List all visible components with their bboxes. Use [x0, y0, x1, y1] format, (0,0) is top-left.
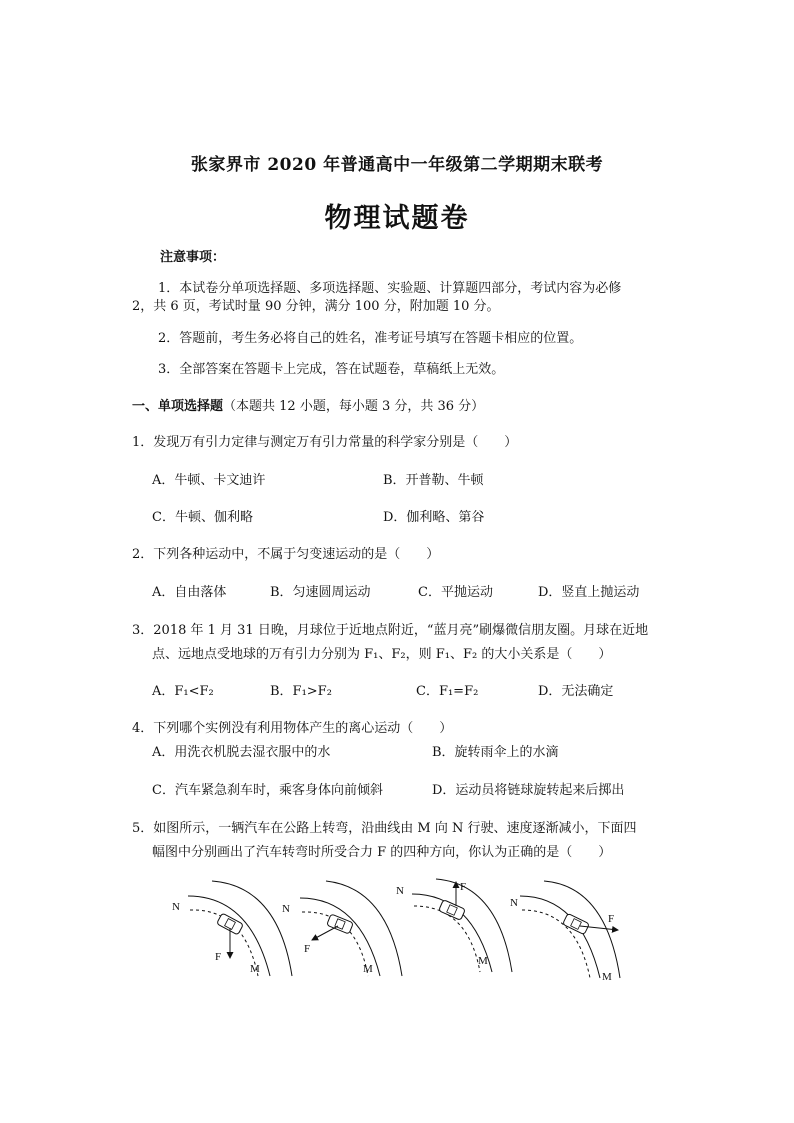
q1-option-b: B．开普勒、牛顿: [383, 473, 484, 488]
q4-option-b: B．旋转雨伞上的水滴: [432, 745, 559, 760]
q4-stem: 4．下列哪个实例没有利用物体产生的离心运动（ ）: [132, 721, 453, 736]
force-arrow-2: [312, 926, 338, 940]
figure-2: [282, 881, 402, 976]
label-m-2: M: [363, 963, 373, 975]
road-outer-edge-1: [212, 881, 292, 976]
q2-option-b: B．匀速圆周运动: [270, 585, 371, 600]
section1-title: 一、单项选择题: [132, 399, 224, 414]
notes-item1-line1: 1．本试卷分单项选择题、多项选择题、实验题、计算题四部分，考试内容为必修: [158, 281, 622, 296]
figure-4: [510, 881, 620, 983]
notes-item3: 3．全部答案在答题卡上完成，答在试题卷，草稿纸上无效。: [158, 362, 505, 377]
road-inner-edge-4: [520, 896, 600, 978]
car-4: [563, 913, 590, 934]
figure-1: [172, 881, 292, 976]
q5-figures-svg: [160, 876, 630, 986]
q1-stem: 1．发现万有引力定律与测定万有引力常量的科学家分别是（ ）: [132, 435, 518, 450]
figure-3: [396, 879, 512, 972]
q5-line1: 5．如图所示，一辆汽车在公路上转弯，沿曲线由 M 向 N 行驶、速度逐渐减小，下面四: [132, 821, 637, 836]
road-outer-edge-3: [436, 879, 512, 972]
q2-option-a: A．自由落体: [152, 585, 227, 600]
q2-option-d: D．竖直上抛运动: [538, 585, 640, 600]
section1-heading: [132, 398, 484, 416]
road-center-line-3: [414, 906, 480, 972]
notes-heading: 注意事项：: [160, 250, 226, 265]
label-f-2: F: [304, 943, 311, 955]
q4-option-d: D．运动员将链球旋转起来后掷出: [432, 783, 625, 798]
label-m-1: M: [250, 963, 260, 975]
q1-option-a: A．牛顿、卡文迪许: [152, 473, 266, 488]
label-f-4: F: [608, 913, 615, 925]
notes-item1-line2: 2，共 6 页，考试时量 90 分钟，满分 100 分，附加题 10 分。: [132, 299, 500, 314]
q5-figures: [160, 876, 630, 986]
label-f-3: F: [460, 881, 467, 893]
exam-title: 物理试题卷: [324, 203, 470, 234]
q1-option-d: D．伽利略、第谷: [383, 510, 485, 525]
label-n-2: N: [282, 903, 290, 915]
exam-subtitle: 张家界市 2020 年普通高中一年级第二学期期末联考: [190, 155, 604, 175]
q3-line1: 3．2018 年 1 月 31 日晚，月球位于近地点附近，“蓝月亮”刷爆微信朋友圈。月球在近地: [132, 623, 649, 638]
notes-item2: 2．答题前，考生务必将自己的姓名，准考证号填写在答题卡相应的位置。: [158, 331, 583, 346]
q2-option-c: C．平抛运动: [418, 585, 493, 600]
label-m-4: M: [602, 971, 612, 983]
q1-option-c: C．牛顿、伽利略: [152, 510, 253, 525]
q3-option-b: B．F₁>F₂: [270, 684, 332, 699]
q5-line2: 幅图中分别画出了汽车转弯时所受合力 F 的四种方向，你认为正确的是（ ）: [152, 845, 612, 860]
car-3: [439, 900, 466, 921]
label-m-3: M: [478, 955, 488, 967]
section1-note: （本题共 12 小题，每小题 3 分，共 36 分）: [223, 399, 485, 414]
q3-option-d: D．无法确定: [538, 684, 614, 699]
label-n-3: N: [396, 885, 404, 897]
q2-stem: 2．下列各种运动中，不属于匀变速运动的是（ ）: [132, 547, 440, 562]
q4-option-a: A．用洗衣机脱去湿衣服中的水: [152, 745, 331, 760]
label-f-1: F: [215, 951, 222, 963]
label-n-1: N: [172, 901, 180, 913]
label-n-4: N: [510, 897, 518, 909]
q4-option-c: C．汽车紧急刹车时，乘客身体向前倾斜: [152, 783, 383, 798]
q3-option-a: A．F₁<F₂: [152, 684, 214, 699]
q3-line2: 点、远地点受地球的万有引力分别为 F₁、F₂，则 F₁、F₂ 的大小关系是（ ）: [152, 647, 612, 662]
q3-option-c: C．F₁=F₂: [416, 684, 479, 699]
